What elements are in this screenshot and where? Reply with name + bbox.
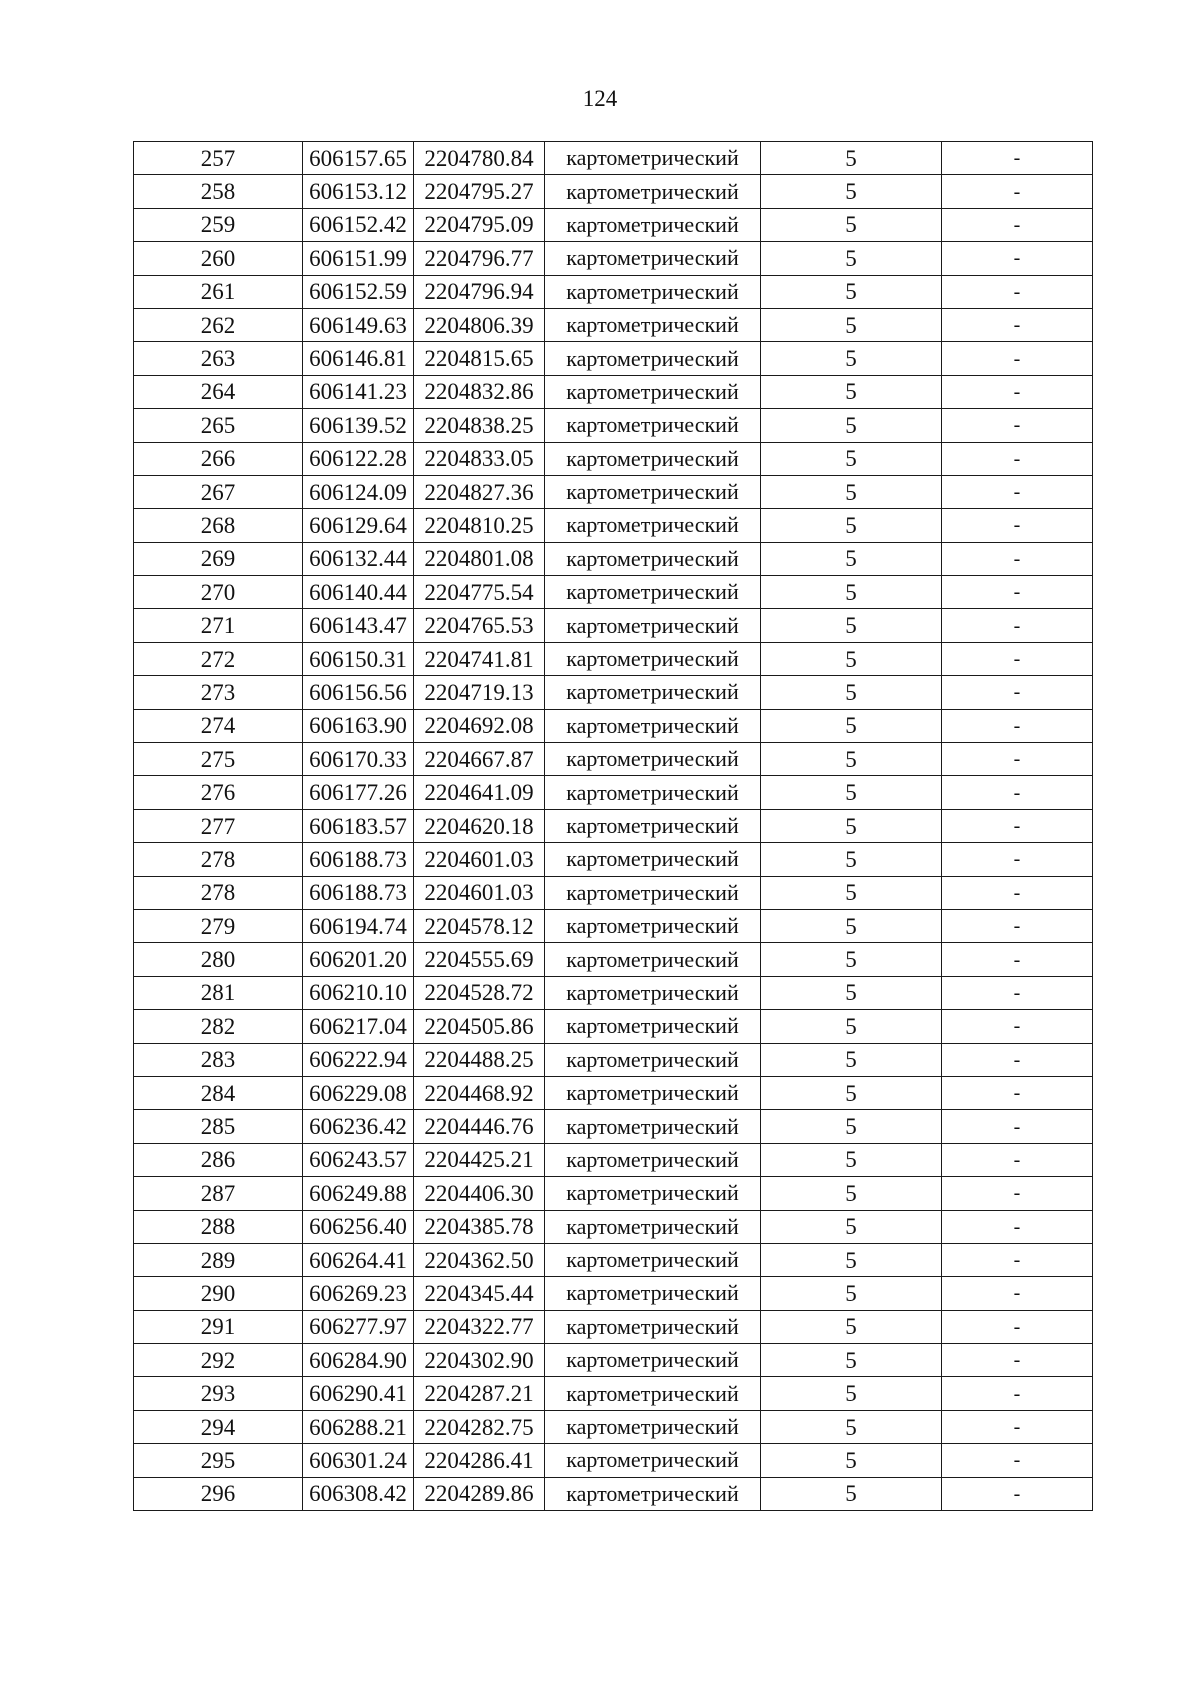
y-coordinate-cell: 2204302.90	[414, 1344, 545, 1377]
y-coordinate-cell: 2204796.94	[414, 275, 545, 308]
x-coordinate-cell: 606290.41	[303, 1377, 414, 1410]
method-cell: картометрический	[545, 843, 761, 876]
x-coordinate-cell: 606146.81	[303, 342, 414, 375]
y-coordinate-cell: 2204795.27	[414, 175, 545, 208]
x-coordinate-cell: 606277.97	[303, 1310, 414, 1343]
note-cell: -	[942, 409, 1093, 442]
note-cell: -	[942, 308, 1093, 341]
table-row	[134, 142, 1093, 175]
accuracy-cell: 5	[761, 576, 942, 609]
x-coordinate-cell: 606140.44	[303, 576, 414, 609]
method-cell: картометрический	[545, 976, 761, 1009]
x-coordinate-cell: 606188.73	[303, 843, 414, 876]
point-number-cell: 294	[134, 1410, 303, 1443]
note-cell: -	[942, 709, 1093, 742]
table-row	[134, 208, 1093, 241]
note-cell: -	[942, 1277, 1093, 1310]
x-coordinate-cell: 606156.56	[303, 676, 414, 709]
x-coordinate-cell: 606188.73	[303, 876, 414, 909]
note-cell: -	[942, 843, 1093, 876]
note-cell: -	[942, 743, 1093, 776]
table-row	[134, 709, 1093, 742]
point-number-cell: 271	[134, 609, 303, 642]
method-cell: картометрический	[545, 1177, 761, 1210]
x-coordinate-cell: 606210.10	[303, 976, 414, 1009]
x-coordinate-cell: 606243.57	[303, 1143, 414, 1176]
x-coordinate-cell: 606153.12	[303, 175, 414, 208]
x-coordinate-cell: 606288.21	[303, 1410, 414, 1443]
note-cell: -	[942, 1210, 1093, 1243]
accuracy-cell: 5	[761, 175, 942, 208]
point-number-cell: 275	[134, 743, 303, 776]
point-number-cell: 289	[134, 1243, 303, 1276]
point-number-cell: 268	[134, 509, 303, 542]
table-row	[134, 809, 1093, 842]
accuracy-cell: 5	[761, 275, 942, 308]
point-number-cell: 259	[134, 208, 303, 241]
method-cell: картометрический	[545, 776, 761, 809]
note-cell: -	[942, 1177, 1093, 1210]
accuracy-cell: 5	[761, 1310, 942, 1343]
note-cell: -	[942, 876, 1093, 909]
table-row	[134, 475, 1093, 508]
accuracy-cell: 5	[761, 475, 942, 508]
note-cell: -	[942, 1110, 1093, 1143]
point-number-cell: 257	[134, 142, 303, 175]
x-coordinate-cell: 606229.08	[303, 1076, 414, 1109]
point-number-cell: 258	[134, 175, 303, 208]
point-number-cell: 283	[134, 1043, 303, 1076]
accuracy-cell: 5	[761, 909, 942, 942]
note-cell: -	[942, 142, 1093, 175]
accuracy-cell: 5	[761, 1277, 942, 1310]
note-cell: -	[942, 1410, 1093, 1443]
table-row	[134, 442, 1093, 475]
table-row	[134, 1177, 1093, 1210]
x-coordinate-cell: 606139.52	[303, 409, 414, 442]
point-number-cell: 276	[134, 776, 303, 809]
x-coordinate-cell: 606217.04	[303, 1010, 414, 1043]
point-number-cell: 278	[134, 876, 303, 909]
method-cell: картометрический	[545, 576, 761, 609]
accuracy-cell: 5	[761, 509, 942, 542]
point-number-cell: 261	[134, 275, 303, 308]
y-coordinate-cell: 2204641.09	[414, 776, 545, 809]
method-cell: картометрический	[545, 442, 761, 475]
method-cell: картометрический	[545, 1310, 761, 1343]
table-row	[134, 743, 1093, 776]
note-cell: -	[942, 275, 1093, 308]
y-coordinate-cell: 2204601.03	[414, 876, 545, 909]
method-cell: картометрический	[545, 1444, 761, 1477]
y-coordinate-cell: 2204289.86	[414, 1477, 545, 1510]
y-coordinate-cell: 2204528.72	[414, 976, 545, 1009]
x-coordinate-cell: 606170.33	[303, 743, 414, 776]
table-row	[134, 642, 1093, 675]
note-cell: -	[942, 609, 1093, 642]
y-coordinate-cell: 2204620.18	[414, 809, 545, 842]
x-coordinate-cell: 606163.90	[303, 709, 414, 742]
accuracy-cell: 5	[761, 843, 942, 876]
point-number-cell: 279	[134, 909, 303, 942]
note-cell: -	[942, 542, 1093, 575]
point-number-cell: 282	[134, 1010, 303, 1043]
y-coordinate-cell: 2204282.75	[414, 1410, 545, 1443]
note-cell: -	[942, 1143, 1093, 1176]
y-coordinate-cell: 2204425.21	[414, 1143, 545, 1176]
accuracy-cell: 5	[761, 142, 942, 175]
note-cell: -	[942, 676, 1093, 709]
x-coordinate-cell: 606124.09	[303, 475, 414, 508]
table-row	[134, 576, 1093, 609]
point-number-cell: 269	[134, 542, 303, 575]
table-row	[134, 1477, 1093, 1510]
point-number-cell: 284	[134, 1076, 303, 1109]
table-row	[134, 275, 1093, 308]
accuracy-cell: 5	[761, 1410, 942, 1443]
x-coordinate-cell: 606141.23	[303, 375, 414, 408]
method-cell: картометрический	[545, 1010, 761, 1043]
accuracy-cell: 5	[761, 709, 942, 742]
method-cell: картометрический	[545, 1277, 761, 1310]
x-coordinate-cell: 606132.44	[303, 542, 414, 575]
point-number-cell: 273	[134, 676, 303, 709]
y-coordinate-cell: 2204795.09	[414, 208, 545, 241]
note-cell: -	[942, 242, 1093, 275]
method-cell: картометрический	[545, 676, 761, 709]
page-number: 124	[582, 86, 618, 111]
method-cell: картометрический	[545, 1344, 761, 1377]
x-coordinate-cell: 606122.28	[303, 442, 414, 475]
point-number-cell: 270	[134, 576, 303, 609]
y-coordinate-cell: 2204385.78	[414, 1210, 545, 1243]
table-row	[134, 1410, 1093, 1443]
note-cell: -	[942, 1344, 1093, 1377]
x-coordinate-cell: 606177.26	[303, 776, 414, 809]
accuracy-cell: 5	[761, 442, 942, 475]
accuracy-cell: 5	[761, 1010, 942, 1043]
method-cell: картометрический	[545, 1410, 761, 1443]
y-coordinate-cell: 2204838.25	[414, 409, 545, 442]
method-cell: картометрический	[545, 242, 761, 275]
coordinates-table-body	[134, 142, 1093, 1511]
y-coordinate-cell: 2204286.41	[414, 1444, 545, 1477]
point-number-cell: 291	[134, 1310, 303, 1343]
y-coordinate-cell: 2204765.53	[414, 609, 545, 642]
note-cell: -	[942, 1477, 1093, 1510]
table-row	[134, 375, 1093, 408]
method-cell: картометрический	[545, 542, 761, 575]
table-row	[134, 509, 1093, 542]
note-cell: -	[942, 342, 1093, 375]
method-cell: картометрический	[545, 308, 761, 341]
y-coordinate-cell: 2204741.81	[414, 642, 545, 675]
table-row	[134, 1377, 1093, 1410]
x-coordinate-cell: 606149.63	[303, 308, 414, 341]
accuracy-cell: 5	[761, 809, 942, 842]
accuracy-cell: 5	[761, 409, 942, 442]
note-cell: -	[942, 909, 1093, 942]
note-cell: -	[942, 1377, 1093, 1410]
table-row	[134, 943, 1093, 976]
method-cell: картометрический	[545, 175, 761, 208]
point-number-cell: 277	[134, 809, 303, 842]
method-cell: картометрический	[545, 409, 761, 442]
y-coordinate-cell: 2204287.21	[414, 1377, 545, 1410]
table-row	[134, 542, 1093, 575]
note-cell: -	[942, 1010, 1093, 1043]
table-row	[134, 1076, 1093, 1109]
method-cell: картометрический	[545, 509, 761, 542]
accuracy-cell: 5	[761, 1110, 942, 1143]
accuracy-cell: 5	[761, 1076, 942, 1109]
x-coordinate-cell: 606249.88	[303, 1177, 414, 1210]
x-coordinate-cell: 606256.40	[303, 1210, 414, 1243]
y-coordinate-cell: 2204815.65	[414, 342, 545, 375]
accuracy-cell: 5	[761, 1143, 942, 1176]
accuracy-cell: 5	[761, 1210, 942, 1243]
accuracy-cell: 5	[761, 1043, 942, 1076]
x-coordinate-cell: 606308.42	[303, 1477, 414, 1510]
point-number-cell: 292	[134, 1344, 303, 1377]
y-coordinate-cell: 2204806.39	[414, 308, 545, 341]
y-coordinate-cell: 2204810.25	[414, 509, 545, 542]
method-cell: картометрический	[545, 142, 761, 175]
y-coordinate-cell: 2204322.77	[414, 1310, 545, 1343]
accuracy-cell: 5	[761, 1243, 942, 1276]
point-number-cell: 286	[134, 1143, 303, 1176]
point-number-cell: 274	[134, 709, 303, 742]
method-cell: картометрический	[545, 943, 761, 976]
y-coordinate-cell: 2204775.54	[414, 576, 545, 609]
note-cell: -	[942, 776, 1093, 809]
x-coordinate-cell: 606201.20	[303, 943, 414, 976]
method-cell: картометрический	[545, 1143, 761, 1176]
point-number-cell: 265	[134, 409, 303, 442]
y-coordinate-cell: 2204796.77	[414, 242, 545, 275]
table-row	[134, 776, 1093, 809]
y-coordinate-cell: 2204578.12	[414, 909, 545, 942]
y-coordinate-cell: 2204468.92	[414, 1076, 545, 1109]
x-coordinate-cell: 606183.57	[303, 809, 414, 842]
point-number-cell: 296	[134, 1477, 303, 1510]
accuracy-cell: 5	[761, 776, 942, 809]
note-cell: -	[942, 576, 1093, 609]
point-number-cell: 267	[134, 475, 303, 508]
accuracy-cell: 5	[761, 876, 942, 909]
point-number-cell: 288	[134, 1210, 303, 1243]
x-coordinate-cell: 606284.90	[303, 1344, 414, 1377]
point-number-cell: 263	[134, 342, 303, 375]
note-cell: -	[942, 1243, 1093, 1276]
accuracy-cell: 5	[761, 609, 942, 642]
x-coordinate-cell: 606194.74	[303, 909, 414, 942]
note-cell: -	[942, 809, 1093, 842]
table-row	[134, 1010, 1093, 1043]
table-row	[134, 1444, 1093, 1477]
note-cell: -	[942, 509, 1093, 542]
table-row	[134, 1210, 1093, 1243]
table-row	[134, 843, 1093, 876]
accuracy-cell: 5	[761, 943, 942, 976]
method-cell: картометрический	[545, 1477, 761, 1510]
accuracy-cell: 5	[761, 1444, 942, 1477]
y-coordinate-cell: 2204827.36	[414, 475, 545, 508]
accuracy-cell: 5	[761, 375, 942, 408]
table-row	[134, 1310, 1093, 1343]
accuracy-cell: 5	[761, 542, 942, 575]
y-coordinate-cell: 2204692.08	[414, 709, 545, 742]
accuracy-cell: 5	[761, 1477, 942, 1510]
method-cell: картометрический	[545, 208, 761, 241]
point-number-cell: 260	[134, 242, 303, 275]
table-row	[134, 1110, 1093, 1143]
point-number-cell: 262	[134, 308, 303, 341]
note-cell: -	[942, 375, 1093, 408]
y-coordinate-cell: 2204801.08	[414, 542, 545, 575]
method-cell: картометрический	[545, 909, 761, 942]
method-cell: картометрический	[545, 743, 761, 776]
table-row	[134, 175, 1093, 208]
table-row	[134, 242, 1093, 275]
method-cell: картометрический	[545, 642, 761, 675]
method-cell: картометрический	[545, 1043, 761, 1076]
y-coordinate-cell: 2204832.86	[414, 375, 545, 408]
point-number-cell: 266	[134, 442, 303, 475]
x-coordinate-cell: 606129.64	[303, 509, 414, 542]
accuracy-cell: 5	[761, 1377, 942, 1410]
x-coordinate-cell: 606151.99	[303, 242, 414, 275]
note-cell: -	[942, 175, 1093, 208]
method-cell: картометрический	[545, 275, 761, 308]
method-cell: картометрический	[545, 1243, 761, 1276]
accuracy-cell: 5	[761, 1344, 942, 1377]
y-coordinate-cell: 2204345.44	[414, 1277, 545, 1310]
x-coordinate-cell: 606152.59	[303, 275, 414, 308]
accuracy-cell: 5	[761, 676, 942, 709]
note-cell: -	[942, 442, 1093, 475]
note-cell: -	[942, 1043, 1093, 1076]
coordinates-table	[133, 141, 1093, 1511]
note-cell: -	[942, 1444, 1093, 1477]
method-cell: картометрический	[545, 1377, 761, 1410]
method-cell: картометрический	[545, 375, 761, 408]
note-cell: -	[942, 208, 1093, 241]
table-row	[134, 1277, 1093, 1310]
y-coordinate-cell: 2204780.84	[414, 142, 545, 175]
accuracy-cell: 5	[761, 242, 942, 275]
point-number-cell: 293	[134, 1377, 303, 1410]
note-cell: -	[942, 976, 1093, 1009]
note-cell: -	[942, 1076, 1093, 1109]
point-number-cell: 278	[134, 843, 303, 876]
point-number-cell: 285	[134, 1110, 303, 1143]
method-cell: картометрический	[545, 342, 761, 375]
x-coordinate-cell: 606157.65	[303, 142, 414, 175]
table-row	[134, 342, 1093, 375]
method-cell: картометрический	[545, 1076, 761, 1109]
table-row	[134, 308, 1093, 341]
y-coordinate-cell: 2204446.76	[414, 1110, 545, 1143]
table-row	[134, 676, 1093, 709]
note-cell: -	[942, 1310, 1093, 1343]
y-coordinate-cell: 2204362.50	[414, 1243, 545, 1276]
point-number-cell: 287	[134, 1177, 303, 1210]
table-row	[134, 876, 1093, 909]
x-coordinate-cell: 606143.47	[303, 609, 414, 642]
x-coordinate-cell: 606152.42	[303, 208, 414, 241]
point-number-cell: 281	[134, 976, 303, 1009]
note-cell: -	[942, 475, 1093, 508]
y-coordinate-cell: 2204833.05	[414, 442, 545, 475]
table-row	[134, 1243, 1093, 1276]
y-coordinate-cell: 2204406.30	[414, 1177, 545, 1210]
method-cell: картометрический	[545, 709, 761, 742]
x-coordinate-cell: 606264.41	[303, 1243, 414, 1276]
table-row	[134, 609, 1093, 642]
note-cell: -	[942, 943, 1093, 976]
method-cell: картометрический	[545, 609, 761, 642]
table-row	[134, 409, 1093, 442]
y-coordinate-cell: 2204555.69	[414, 943, 545, 976]
point-number-cell: 295	[134, 1444, 303, 1477]
x-coordinate-cell: 606222.94	[303, 1043, 414, 1076]
accuracy-cell: 5	[761, 976, 942, 1009]
accuracy-cell: 5	[761, 308, 942, 341]
y-coordinate-cell: 2204667.87	[414, 743, 545, 776]
accuracy-cell: 5	[761, 342, 942, 375]
method-cell: картометрический	[545, 1110, 761, 1143]
table-row	[134, 1344, 1093, 1377]
accuracy-cell: 5	[761, 743, 942, 776]
point-number-cell: 272	[134, 642, 303, 675]
point-number-cell: 264	[134, 375, 303, 408]
y-coordinate-cell: 2204719.13	[414, 676, 545, 709]
table-row	[134, 909, 1093, 942]
y-coordinate-cell: 2204488.25	[414, 1043, 545, 1076]
y-coordinate-cell: 2204601.03	[414, 843, 545, 876]
note-cell: -	[942, 642, 1093, 675]
x-coordinate-cell: 606269.23	[303, 1277, 414, 1310]
table-row	[134, 976, 1093, 1009]
accuracy-cell: 5	[761, 1177, 942, 1210]
method-cell: картометрический	[545, 809, 761, 842]
x-coordinate-cell: 606236.42	[303, 1110, 414, 1143]
y-coordinate-cell: 2204505.86	[414, 1010, 545, 1043]
method-cell: картометрический	[545, 876, 761, 909]
point-number-cell: 290	[134, 1277, 303, 1310]
method-cell: картометрический	[545, 475, 761, 508]
x-coordinate-cell: 606301.24	[303, 1444, 414, 1477]
accuracy-cell: 5	[761, 208, 942, 241]
point-number-cell: 280	[134, 943, 303, 976]
table-row	[134, 1043, 1093, 1076]
table-row	[134, 1143, 1093, 1176]
method-cell: картометрический	[545, 1210, 761, 1243]
accuracy-cell: 5	[761, 642, 942, 675]
x-coordinate-cell: 606150.31	[303, 642, 414, 675]
